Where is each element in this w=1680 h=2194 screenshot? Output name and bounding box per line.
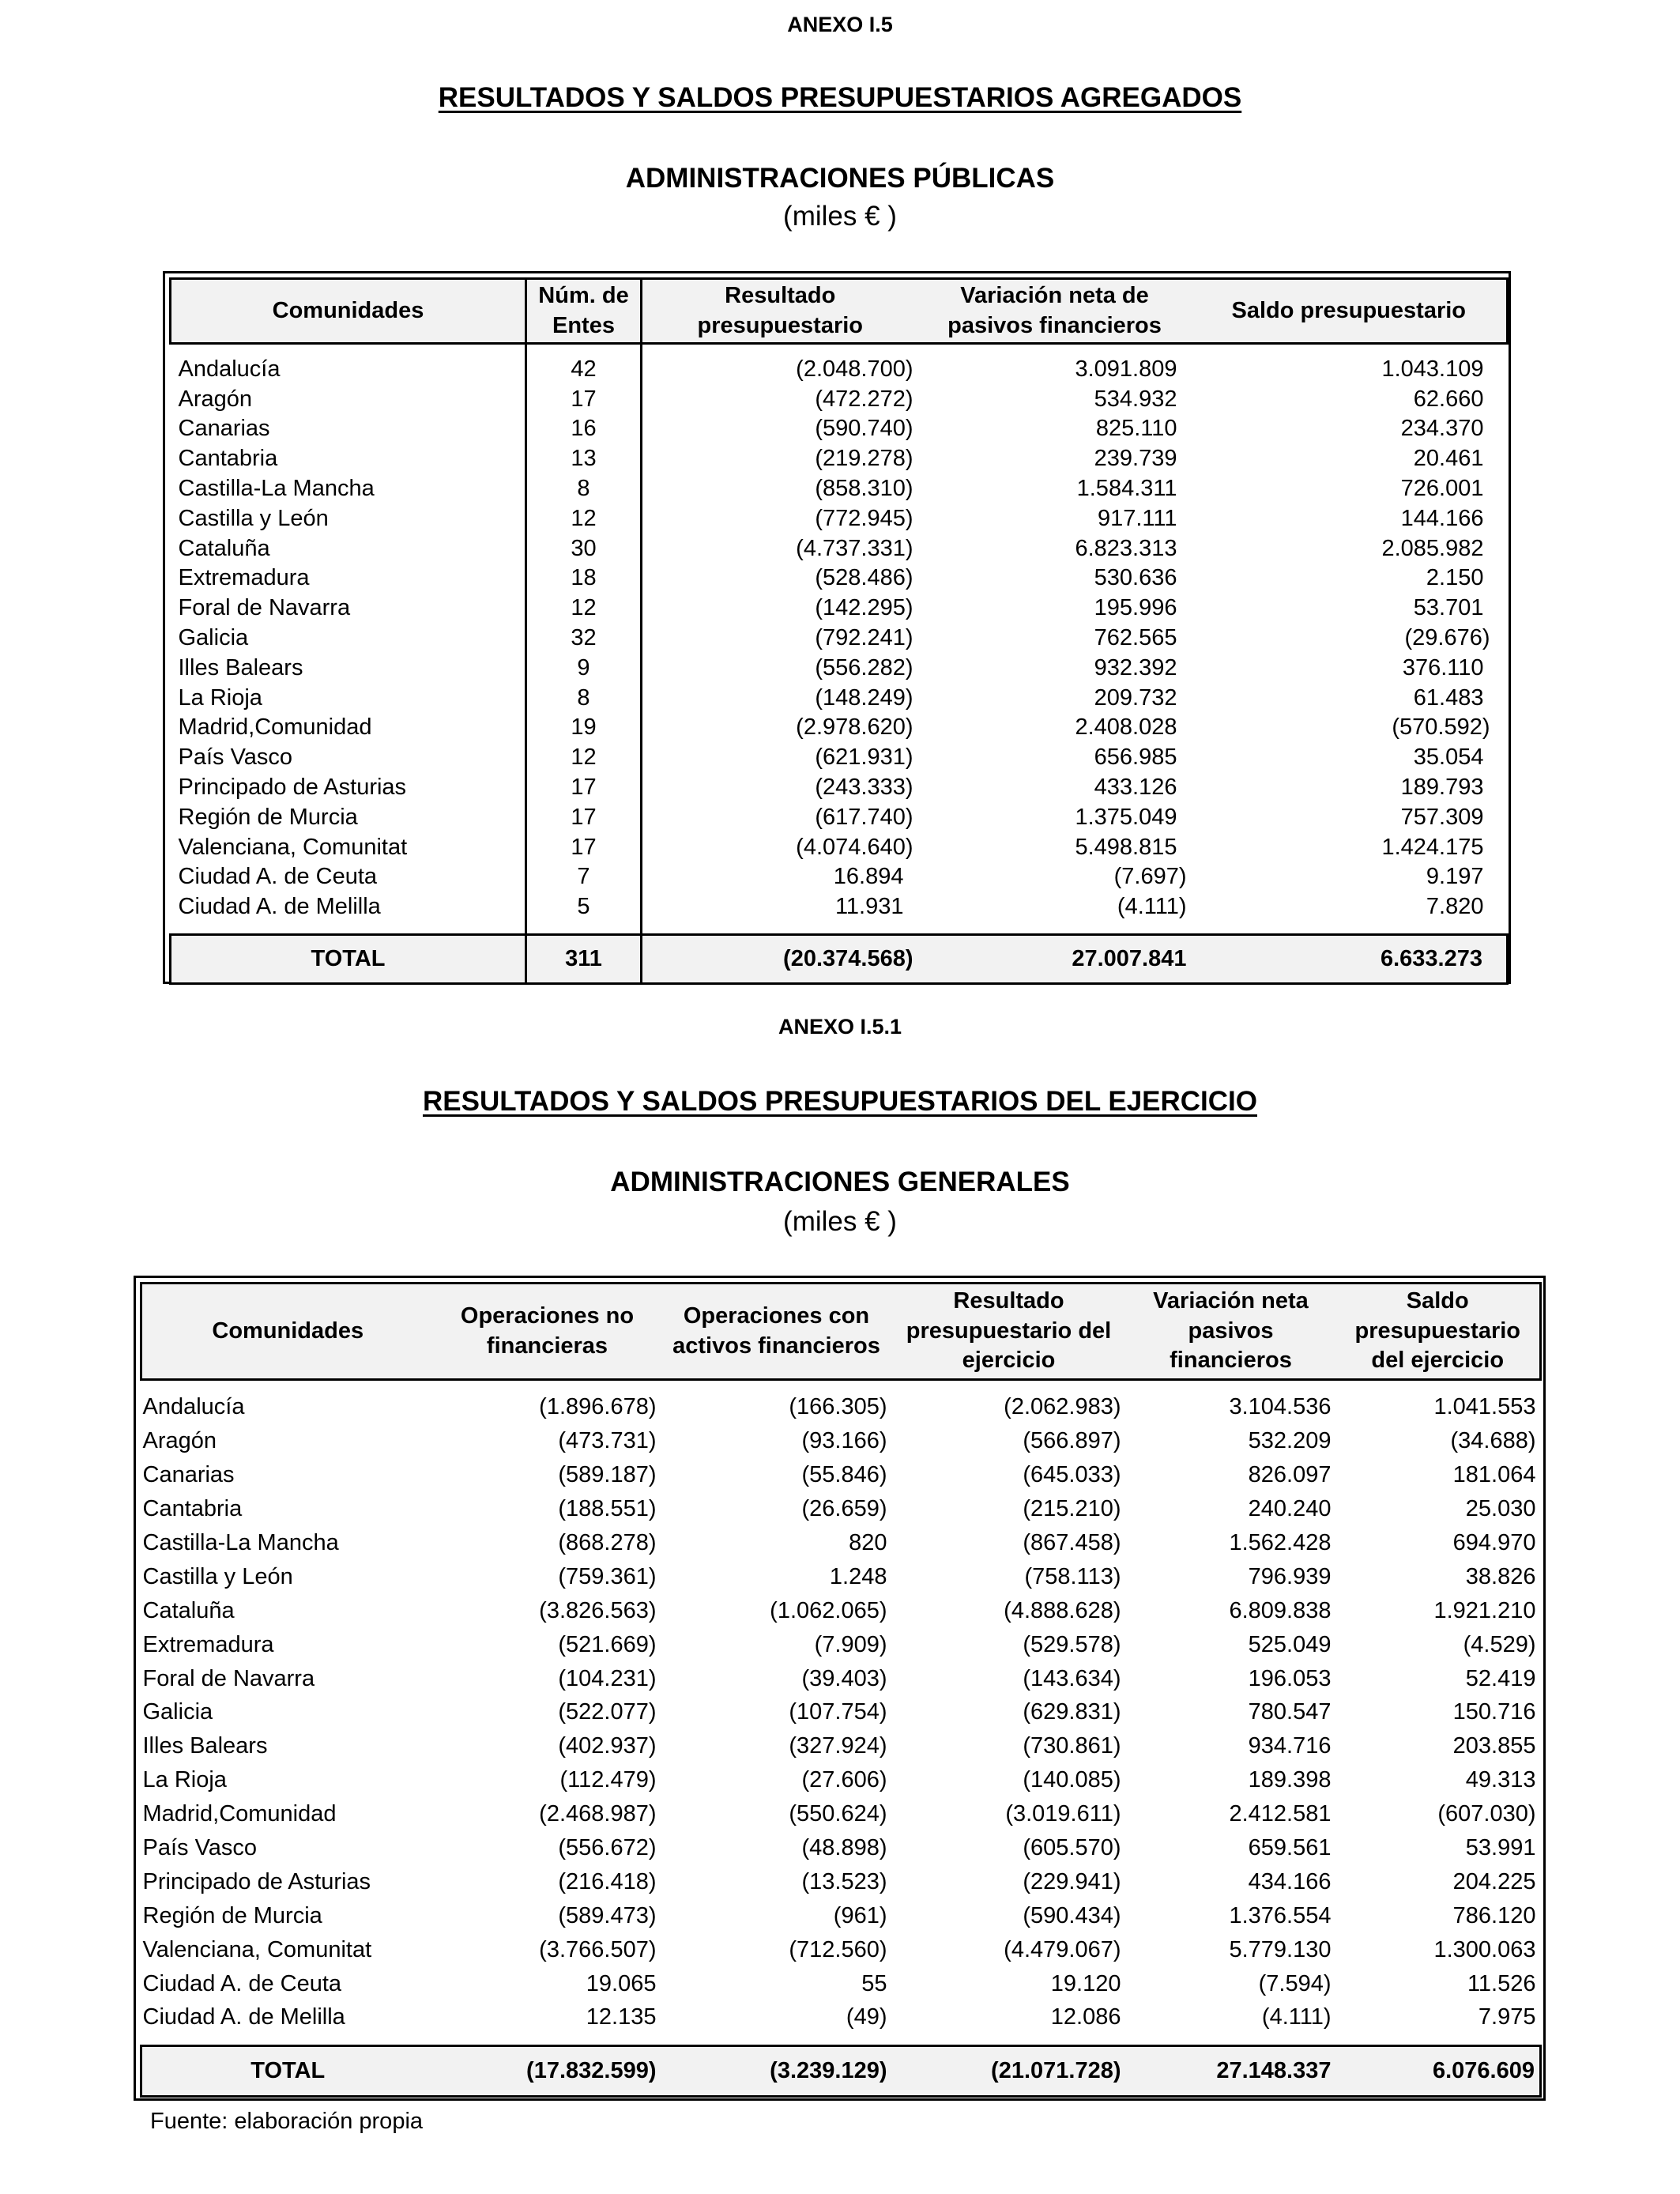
table-row	[141, 2001, 1541, 2035]
cell-comunidad: País Vasco	[178, 745, 293, 771]
table-row	[171, 384, 1508, 414]
col-header-op-no-financieras: Operaciones no financieras	[460, 1302, 635, 1359]
cell-variacion: 762.565	[1094, 625, 1177, 651]
cell-num-entes: 19	[526, 713, 642, 743]
cell-op-activos: (961)	[833, 1902, 887, 1928]
annex-subtitle-1: ADMINISTRACIONES PÚBLICAS	[625, 163, 1055, 194]
cell-resultado: (140.085)	[1023, 1767, 1121, 1793]
cell-variacion: 239.739	[1094, 446, 1177, 472]
cell-op-activos: 820	[849, 1530, 887, 1555]
cell-op-no-financieras: (868.278)	[558, 1530, 657, 1555]
table-row	[141, 1763, 1541, 1797]
cell-variacion: 2.412.581	[1229, 1801, 1332, 1827]
annex-title-2: RESULTADOS Y SALDOS PRESUPUESTARIOS DEL EJERCICIO	[422, 1086, 1257, 1117]
cell-comunidad: Illes Balears	[142, 1733, 268, 1759]
cell-comunidad: Extremadura	[142, 1631, 274, 1657]
cell-op-no-financieras: (589.187)	[558, 1462, 657, 1488]
cell-resultado: (148.249)	[642, 683, 918, 713]
cell-op-activos: 55	[861, 1970, 887, 1996]
cell-saldo: 20.461	[1413, 446, 1484, 472]
cell-variacion: 656.985	[1094, 745, 1177, 771]
cell-resultado: (4.074.640)	[642, 832, 918, 862]
cell-variacion: 932.392	[1094, 654, 1177, 680]
cell-op-no-financieras: (188.551)	[558, 1496, 657, 1522]
total-op-no-financieras: (17.832.599)	[526, 2057, 657, 2083]
cell-comunidad: Cantabria	[142, 1496, 243, 1522]
cell-variacion: 780.547	[1248, 1699, 1332, 1725]
cell-variacion: 534.932	[1094, 386, 1177, 412]
cell-comunidad: Ciudad A. de Ceuta	[142, 1970, 342, 1996]
cell-comunidad: Principado de Asturias	[178, 775, 407, 801]
cell-op-no-financieras: (759.361)	[558, 1563, 657, 1589]
cell-num-entes: 30	[526, 533, 642, 564]
table-row	[171, 474, 1508, 504]
table-total-row	[171, 935, 1508, 984]
total-label: TOTAL	[311, 946, 386, 972]
cell-comunidad: Aragón	[142, 1428, 217, 1454]
cell-saldo: 189.793	[1400, 775, 1484, 801]
cell-num-entes: 8	[526, 474, 642, 504]
cell-saldo: 61.483	[1413, 684, 1484, 711]
total-variacion: 27.007.841	[1072, 946, 1187, 972]
cell-variacion: 433.126	[1094, 775, 1177, 801]
cell-num-entes: 13	[526, 444, 642, 474]
cell-comunidad: Canarias	[142, 1462, 235, 1488]
cell-saldo: 1.300.063	[1433, 1936, 1536, 1962]
cell-resultado: (858.310)	[642, 474, 918, 504]
table-header-row	[171, 279, 1508, 344]
col-header-resultado: Resultado presupuestario del ejercicio	[906, 1287, 1112, 1374]
cell-variacion: 826.097	[1248, 1462, 1332, 1488]
cell-saldo: 1.424.175	[1381, 834, 1484, 860]
cell-resultado: (867.458)	[1023, 1530, 1121, 1555]
cell-num-entes: 17	[526, 832, 642, 862]
total-saldo: 6.076.609	[1432, 2057, 1535, 2083]
table-header-row	[141, 1284, 1541, 1380]
cell-variacion: 209.732	[1094, 684, 1177, 711]
cell-comunidad: Canarias	[178, 416, 270, 442]
annex-subtitle-2: ADMINISTRACIONES GENERALES	[610, 1167, 1070, 1197]
table-row	[171, 862, 1508, 892]
cell-saldo: 38.826	[1465, 1563, 1536, 1589]
cell-variacion: 5.779.130	[1229, 1936, 1332, 1962]
cell-saldo: 53.991	[1465, 1835, 1536, 1861]
table-row	[171, 564, 1508, 594]
table-row	[141, 1458, 1541, 1492]
cell-variacion: 1.375.049	[1075, 804, 1177, 830]
table-row	[141, 1391, 1541, 1425]
cell-saldo: 9.197	[1426, 864, 1484, 890]
cell-variacion: 2.408.028	[1075, 714, 1177, 741]
table-total-row	[141, 2045, 1541, 2096]
cell-variacion: 189.398	[1248, 1767, 1332, 1793]
cell-op-activos: (166.305)	[789, 1394, 887, 1420]
cell-comunidad: Región de Murcia	[178, 804, 358, 830]
cell-op-no-financieras: (112.479)	[559, 1767, 657, 1793]
cell-saldo: (607.030)	[1437, 1801, 1536, 1827]
cell-op-no-financieras: (1.896.678)	[539, 1394, 657, 1420]
cell-op-no-financieras: (589.473)	[558, 1902, 657, 1928]
cell-variacion: (4.111)	[1261, 2004, 1332, 2030]
total-entes: 311	[526, 935, 642, 984]
cell-resultado: (143.634)	[1023, 1665, 1121, 1691]
cell-comunidad: Cataluña	[178, 535, 270, 561]
cell-num-entes: 17	[526, 773, 642, 803]
annex-units-1: (miles € )	[783, 201, 897, 232]
col-header-op-activos: Operaciones con activos financieros	[672, 1302, 880, 1359]
table-row	[171, 892, 1508, 922]
cell-saldo: 150.716	[1452, 1699, 1536, 1725]
cell-saldo: 2.085.982	[1381, 535, 1484, 561]
cell-variacion: 3.091.809	[1075, 356, 1177, 382]
cell-num-entes: 17	[526, 384, 642, 414]
cell-comunidad: Ciudad A. de Melilla	[178, 894, 381, 920]
cell-saldo: 181.064	[1452, 1462, 1536, 1488]
cell-num-entes: 32	[526, 624, 642, 654]
cell-comunidad: Castilla y León	[178, 505, 329, 531]
annex-title-1: RESULTADOS Y SALDOS PRESUPUESTARIOS AGREGADOS	[438, 82, 1242, 113]
cell-saldo: 757.309	[1400, 804, 1484, 830]
cell-num-entes: 8	[526, 683, 642, 713]
cell-variacion: 434.166	[1248, 1868, 1332, 1894]
cell-comunidad: Castilla-La Mancha	[178, 476, 375, 502]
cell-comunidad: Ciudad A. de Melilla	[142, 2004, 345, 2030]
cell-variacion: 934.716	[1248, 1733, 1332, 1759]
cell-variacion: 5.498.815	[1075, 834, 1177, 860]
cell-comunidad: Andalucía	[142, 1394, 245, 1420]
cell-variacion: 525.049	[1248, 1631, 1332, 1657]
cell-comunidad: Galicia	[178, 625, 249, 651]
cell-variacion: (7.697)	[1113, 864, 1187, 890]
cell-op-activos: (107.754)	[789, 1699, 887, 1725]
cell-resultado: (2.048.700)	[642, 355, 918, 385]
cell-comunidad: Región de Murcia	[142, 1902, 322, 1928]
cell-comunidad: La Rioja	[142, 1767, 227, 1793]
table-row	[141, 1526, 1541, 1560]
table-row	[141, 1594, 1541, 1628]
cell-op-activos: (93.166)	[801, 1428, 887, 1454]
cell-comunidad: Principado de Asturias	[142, 1868, 371, 1894]
cell-resultado: (629.831)	[1023, 1699, 1121, 1725]
cell-saldo: 726.001	[1400, 476, 1484, 502]
cell-op-activos: (7.909)	[814, 1631, 887, 1657]
cell-op-no-financieras: (2.468.987)	[539, 1801, 657, 1827]
table-row	[171, 444, 1508, 474]
table-row	[141, 1899, 1541, 1933]
cell-num-entes: 5	[526, 892, 642, 922]
cell-comunidad: Ciudad A. de Ceuta	[178, 864, 378, 890]
cell-comunidad: Galicia	[142, 1699, 213, 1725]
cell-comunidad: Cantabria	[178, 446, 278, 472]
col-header-variacion: Variación neta de pasivos financieros	[947, 282, 1162, 338]
cell-num-entes: 17	[526, 802, 642, 832]
cell-variacion: 1.376.554	[1229, 1902, 1332, 1928]
annex-code-1: ANEXO I.5	[787, 13, 893, 36]
cell-saldo: 49.313	[1465, 1767, 1536, 1793]
table-row	[171, 653, 1508, 683]
cell-resultado: (617.740)	[642, 802, 918, 832]
cell-op-no-financieras: 19.065	[586, 1970, 657, 1996]
cell-resultado: (566.897)	[1023, 1428, 1121, 1454]
cell-resultado: (142.295)	[642, 594, 918, 624]
cell-saldo: 204.225	[1452, 1868, 1536, 1894]
table-row	[141, 1560, 1541, 1594]
cell-op-no-financieras: (556.672)	[558, 1835, 657, 1861]
cell-saldo: 7.820	[1426, 894, 1484, 920]
cell-variacion: (7.594)	[1258, 1970, 1332, 1996]
cell-resultado: (219.278)	[642, 444, 918, 474]
cell-saldo: (29.676)	[1404, 625, 1490, 651]
cell-saldo: 376.110	[1402, 654, 1484, 680]
cell-comunidad: Castilla y León	[142, 1563, 293, 1589]
cell-resultado: 16.894	[642, 862, 918, 892]
cell-op-no-financieras: (522.077)	[558, 1699, 657, 1725]
table-admin-generales	[134, 1276, 1546, 2101]
cell-op-no-financieras: (3.826.563)	[539, 1597, 657, 1623]
cell-saldo: 694.970	[1452, 1530, 1536, 1555]
cell-num-entes: 16	[526, 414, 642, 444]
total-saldo: 6.633.273	[1380, 946, 1482, 972]
cell-op-activos: 1.248	[829, 1563, 887, 1589]
cell-op-activos: (327.924)	[789, 1733, 887, 1759]
cell-comunidad: Madrid,Comunidad	[178, 714, 372, 741]
cell-resultado: (621.931)	[642, 743, 918, 773]
cell-op-no-financieras: (402.937)	[558, 1733, 657, 1759]
cell-comunidad: Extremadura	[178, 565, 310, 591]
cell-resultado: (4.737.331)	[642, 533, 918, 564]
table-row	[171, 355, 1508, 385]
table-row	[141, 1662, 1541, 1696]
cell-saldo: 2.150	[1426, 565, 1484, 591]
cell-resultado: (2.978.620)	[642, 713, 918, 743]
table-admin-publicas	[163, 271, 1511, 984]
cell-variacion: 195.996	[1094, 595, 1177, 621]
col-header-resultado: Resultado presupuestario	[642, 279, 918, 344]
total-label: TOTAL	[250, 2057, 326, 2083]
cell-op-no-financieras: 12.135	[586, 2004, 657, 2030]
cell-variacion: 659.561	[1248, 1835, 1332, 1861]
cell-resultado: (3.019.611)	[1005, 1801, 1121, 1827]
cell-variacion: 6.823.313	[1075, 535, 1177, 561]
cell-op-activos: (39.403)	[801, 1665, 887, 1691]
cell-saldo: (34.688)	[1450, 1428, 1536, 1454]
col-header-comunidades: Comunidades	[212, 1318, 364, 1344]
cell-num-entes: 9	[526, 653, 642, 683]
cell-num-entes: 18	[526, 564, 642, 594]
cell-saldo: 52.419	[1465, 1665, 1536, 1691]
table-row	[171, 832, 1508, 862]
cell-op-no-financieras: (216.418)	[558, 1868, 657, 1894]
cell-op-activos: (1.062.065)	[770, 1597, 887, 1623]
cell-resultado: (243.333)	[642, 773, 918, 803]
table-row	[141, 1967, 1541, 2001]
cell-resultado: (472.272)	[642, 384, 918, 414]
cell-saldo: 1.041.553	[1433, 1394, 1536, 1420]
table-row	[141, 1797, 1541, 1831]
cell-saldo: 62.660	[1413, 386, 1484, 412]
cell-comunidad: Valenciana, Comunitat	[178, 834, 408, 860]
cell-saldo: 53.701	[1413, 595, 1484, 621]
source-note: Fuente: elaboración propia	[150, 2109, 424, 2134]
cell-variacion: 1.584.311	[1076, 476, 1177, 502]
cell-saldo: 1.043.109	[1381, 356, 1484, 382]
total-variacion: 27.148.337	[1216, 2057, 1332, 2083]
cell-variacion: 1.562.428	[1229, 1530, 1332, 1555]
table-row	[141, 1424, 1541, 1458]
cell-comunidad: Foral de Navarra	[178, 595, 351, 621]
cell-saldo: 1.921.210	[1433, 1597, 1536, 1623]
cell-saldo: 144.166	[1400, 505, 1484, 531]
cell-op-activos: (27.606)	[801, 1767, 887, 1793]
cell-resultado: (590.434)	[1023, 1902, 1121, 1928]
cell-num-entes: 12	[526, 503, 642, 533]
cell-num-entes: 12	[526, 743, 642, 773]
table-row	[141, 1831, 1541, 1865]
cell-variacion: 825.110	[1095, 416, 1177, 442]
cell-resultado: (215.210)	[1023, 1496, 1121, 1522]
cell-variacion: 6.809.838	[1229, 1597, 1332, 1623]
cell-op-activos: (13.523)	[801, 1868, 887, 1894]
cell-resultado: 12.086	[1050, 2004, 1121, 2030]
cell-variacion: 917.111	[1097, 505, 1177, 531]
col-header-saldo: Saldo presupuestario del ejercicio	[1354, 1287, 1520, 1374]
cell-op-activos: (49)	[846, 2004, 887, 2030]
cell-saldo: (570.592)	[1392, 714, 1490, 741]
table-row	[141, 1492, 1541, 1526]
cell-resultado: 11.931	[642, 892, 918, 922]
cell-resultado: (590.740)	[642, 414, 918, 444]
cell-comunidad: Valenciana, Comunitat	[142, 1936, 372, 1962]
cell-variacion: 532.209	[1248, 1428, 1332, 1454]
cell-comunidad: Cataluña	[142, 1597, 235, 1623]
cell-num-entes: 7	[526, 862, 642, 892]
cell-resultado: (2.062.983)	[1004, 1394, 1121, 1420]
cell-saldo: 11.526	[1467, 1970, 1536, 1996]
cell-op-no-financieras: (473.731)	[558, 1428, 657, 1454]
cell-comunidad: La Rioja	[178, 684, 262, 711]
cell-resultado: (529.578)	[1023, 1631, 1121, 1657]
table-row	[171, 713, 1508, 743]
cell-op-activos: (55.846)	[801, 1462, 887, 1488]
cell-comunidad: Andalucía	[178, 356, 281, 382]
table-row	[171, 594, 1508, 624]
cell-comunidad: Madrid,Comunidad	[142, 1801, 337, 1827]
table-row	[171, 683, 1508, 713]
cell-comunidad: Castilla-La Mancha	[142, 1530, 339, 1555]
cell-resultado: (605.570)	[1023, 1835, 1121, 1861]
cell-variacion: 240.240	[1248, 1496, 1332, 1522]
table-row	[141, 1729, 1541, 1763]
cell-variacion: 530.636	[1094, 565, 1177, 591]
cell-resultado: (772.945)	[642, 503, 918, 533]
cell-comunidad: Illes Balears	[178, 654, 303, 680]
cell-op-no-financieras: (104.231)	[558, 1665, 657, 1691]
total-op-activos: (3.239.129)	[770, 2057, 887, 2083]
cell-num-entes: 12	[526, 594, 642, 624]
table-row	[171, 414, 1508, 444]
cell-resultado: (4.479.067)	[1004, 1936, 1121, 1962]
cell-variacion: 196.053	[1248, 1665, 1332, 1691]
cell-saldo: 25.030	[1465, 1496, 1536, 1522]
cell-resultado: (758.113)	[1024, 1563, 1121, 1589]
col-header-variacion: Variación neta pasivos financieros	[1153, 1287, 1309, 1374]
cell-op-activos: (26.659)	[801, 1496, 887, 1522]
cell-saldo: 234.370	[1400, 416, 1484, 442]
cell-resultado: (730.861)	[1023, 1733, 1121, 1759]
cell-op-activos: (550.624)	[789, 1801, 887, 1827]
col-header-num-entes: Núm. de Entes	[526, 279, 642, 344]
cell-variacion: 796.939	[1248, 1563, 1332, 1589]
cell-variacion: (4.111)	[1117, 894, 1187, 920]
annex-units-2: (miles € )	[783, 1206, 897, 1237]
col-header-comunidades: Comunidades	[272, 297, 424, 323]
table-row	[141, 1696, 1541, 1730]
col-header-saldo: Saldo presupuestario	[1231, 297, 1466, 323]
cell-resultado: (792.241)	[642, 624, 918, 654]
cell-resultado: (4.888.628)	[1004, 1597, 1121, 1623]
table-row	[171, 533, 1508, 564]
table-row	[141, 1865, 1541, 1899]
cell-resultado: (556.282)	[642, 653, 918, 683]
annex-code-2: ANEXO I.5.1	[778, 1015, 902, 1039]
cell-resultado: 19.120	[1050, 1970, 1121, 1996]
cell-resultado: (229.941)	[1023, 1868, 1121, 1894]
table-row	[171, 624, 1508, 654]
cell-op-activos: (48.898)	[801, 1835, 887, 1861]
table-row	[171, 503, 1508, 533]
cell-op-no-financieras: (3.766.507)	[539, 1936, 657, 1962]
cell-saldo: 35.054	[1413, 745, 1484, 771]
cell-variacion: 3.104.536	[1229, 1394, 1332, 1420]
cell-saldo: (4.529)	[1463, 1631, 1536, 1657]
table-row	[171, 802, 1508, 832]
table-row	[171, 773, 1508, 803]
cell-comunidad: País Vasco	[142, 1835, 258, 1861]
cell-resultado: (528.486)	[642, 564, 918, 594]
cell-comunidad: Foral de Navarra	[142, 1665, 315, 1691]
table-row	[171, 743, 1508, 773]
cell-comunidad: Aragón	[178, 386, 253, 412]
table-row	[141, 1933, 1541, 1967]
total-resultado: (20.374.568)	[642, 935, 918, 984]
cell-saldo: 203.855	[1452, 1733, 1536, 1759]
cell-num-entes: 42	[526, 355, 642, 385]
cell-op-activos: (712.560)	[789, 1936, 887, 1962]
table-row	[141, 1628, 1541, 1662]
cell-op-no-financieras: (521.669)	[558, 1631, 657, 1657]
cell-saldo: 7.975	[1478, 2004, 1536, 2030]
cell-resultado: (645.033)	[1023, 1462, 1121, 1488]
cell-saldo: 786.120	[1452, 1902, 1536, 1928]
total-resultado: (21.071.728)	[991, 2057, 1121, 2083]
